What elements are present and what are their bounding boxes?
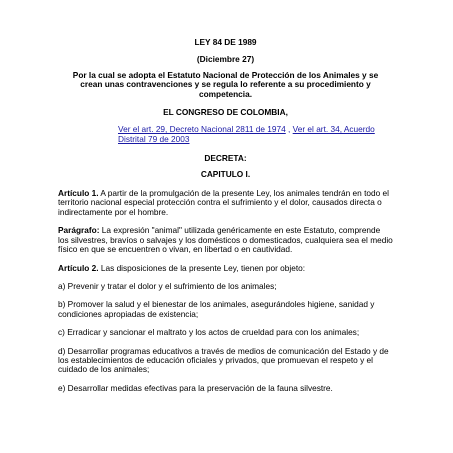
reference-separator: ,	[285, 124, 293, 135]
article-2-label: Artículo 2.	[58, 262, 99, 273]
article-1-label: Artículo 1.	[58, 188, 99, 199]
article-2-item-a: a) Prevenir y tratar el dolor y el sufrimiento de los animales;	[58, 280, 277, 291]
decreta-heading: DECRETA:	[204, 153, 247, 164]
reference-link-acuerdo-79[interactable]: Ver el art. 34, Acuerdo Distrital 79 de 2003	[118, 124, 375, 144]
reference-links	[118, 125, 393, 144]
paragrafo	[58, 226, 393, 254]
paragrafo-text: La expresión "animal" utilizada genéricamente en este Estatuto, comprende los silvestres, bravíos o salvajes y los domésticos o domesticados, cualquiera sea el medio físico en que se encuentren o vivan, en libertad o en cautividad.	[58, 225, 393, 255]
article-1	[58, 189, 393, 217]
paragrafo-label: Parágrafo:	[58, 225, 100, 236]
article-2-item-e: e) Desarrollar medidas efectivas para la preservación de la fauna silvestre.	[58, 382, 333, 393]
document-page	[58, 38, 393, 402]
law-date: (Diciembre 27)	[196, 54, 255, 65]
law-subject: Por la cual se adopta el Estatuto Nacional de Protección de los Animales y se crean unas contravenciones y se regula lo referente a su procedimiento y competencia.	[72, 69, 379, 99]
article-2-item-d: d) Desarrollar programas educativos a través de medios de comunicación del Estado y de los establecimientos de educación oficiales y privados, que promuevan el respeto y el cuidado de los animales;	[58, 345, 389, 375]
reference-link-decreto-2811[interactable]: Ver el art. 29, Decreto Nacional 2811 de 1974	[118, 124, 286, 135]
article-2	[58, 264, 393, 273]
article-1-text: A partir de la promulgación de la presente Ley, los animales tendrán en todo el territorio nacional especial protección contra el sufrimiento y el dolor, causados directa o indirectamente por el hombre.	[58, 188, 389, 217]
law-title: LEY 84 DE 1989	[194, 37, 257, 47]
article-2-item-b: b) Promover la salud y el bienestar de los animales, asegurándoles higiene, sanidad y condiciones apropiadas de existencia;	[58, 299, 375, 319]
chapter-heading: CAPITULO I.	[200, 168, 251, 179]
congress-heading: EL CONGRESO DE COLOMBIA,	[163, 107, 288, 118]
article-2-text: Las disposiciones de la presente Ley, tienen por objeto:	[98, 262, 306, 273]
article-2-item-c: c) Erradicar y sancionar el maltrato y los actos de crueldad para con los animales;	[58, 327, 360, 338]
